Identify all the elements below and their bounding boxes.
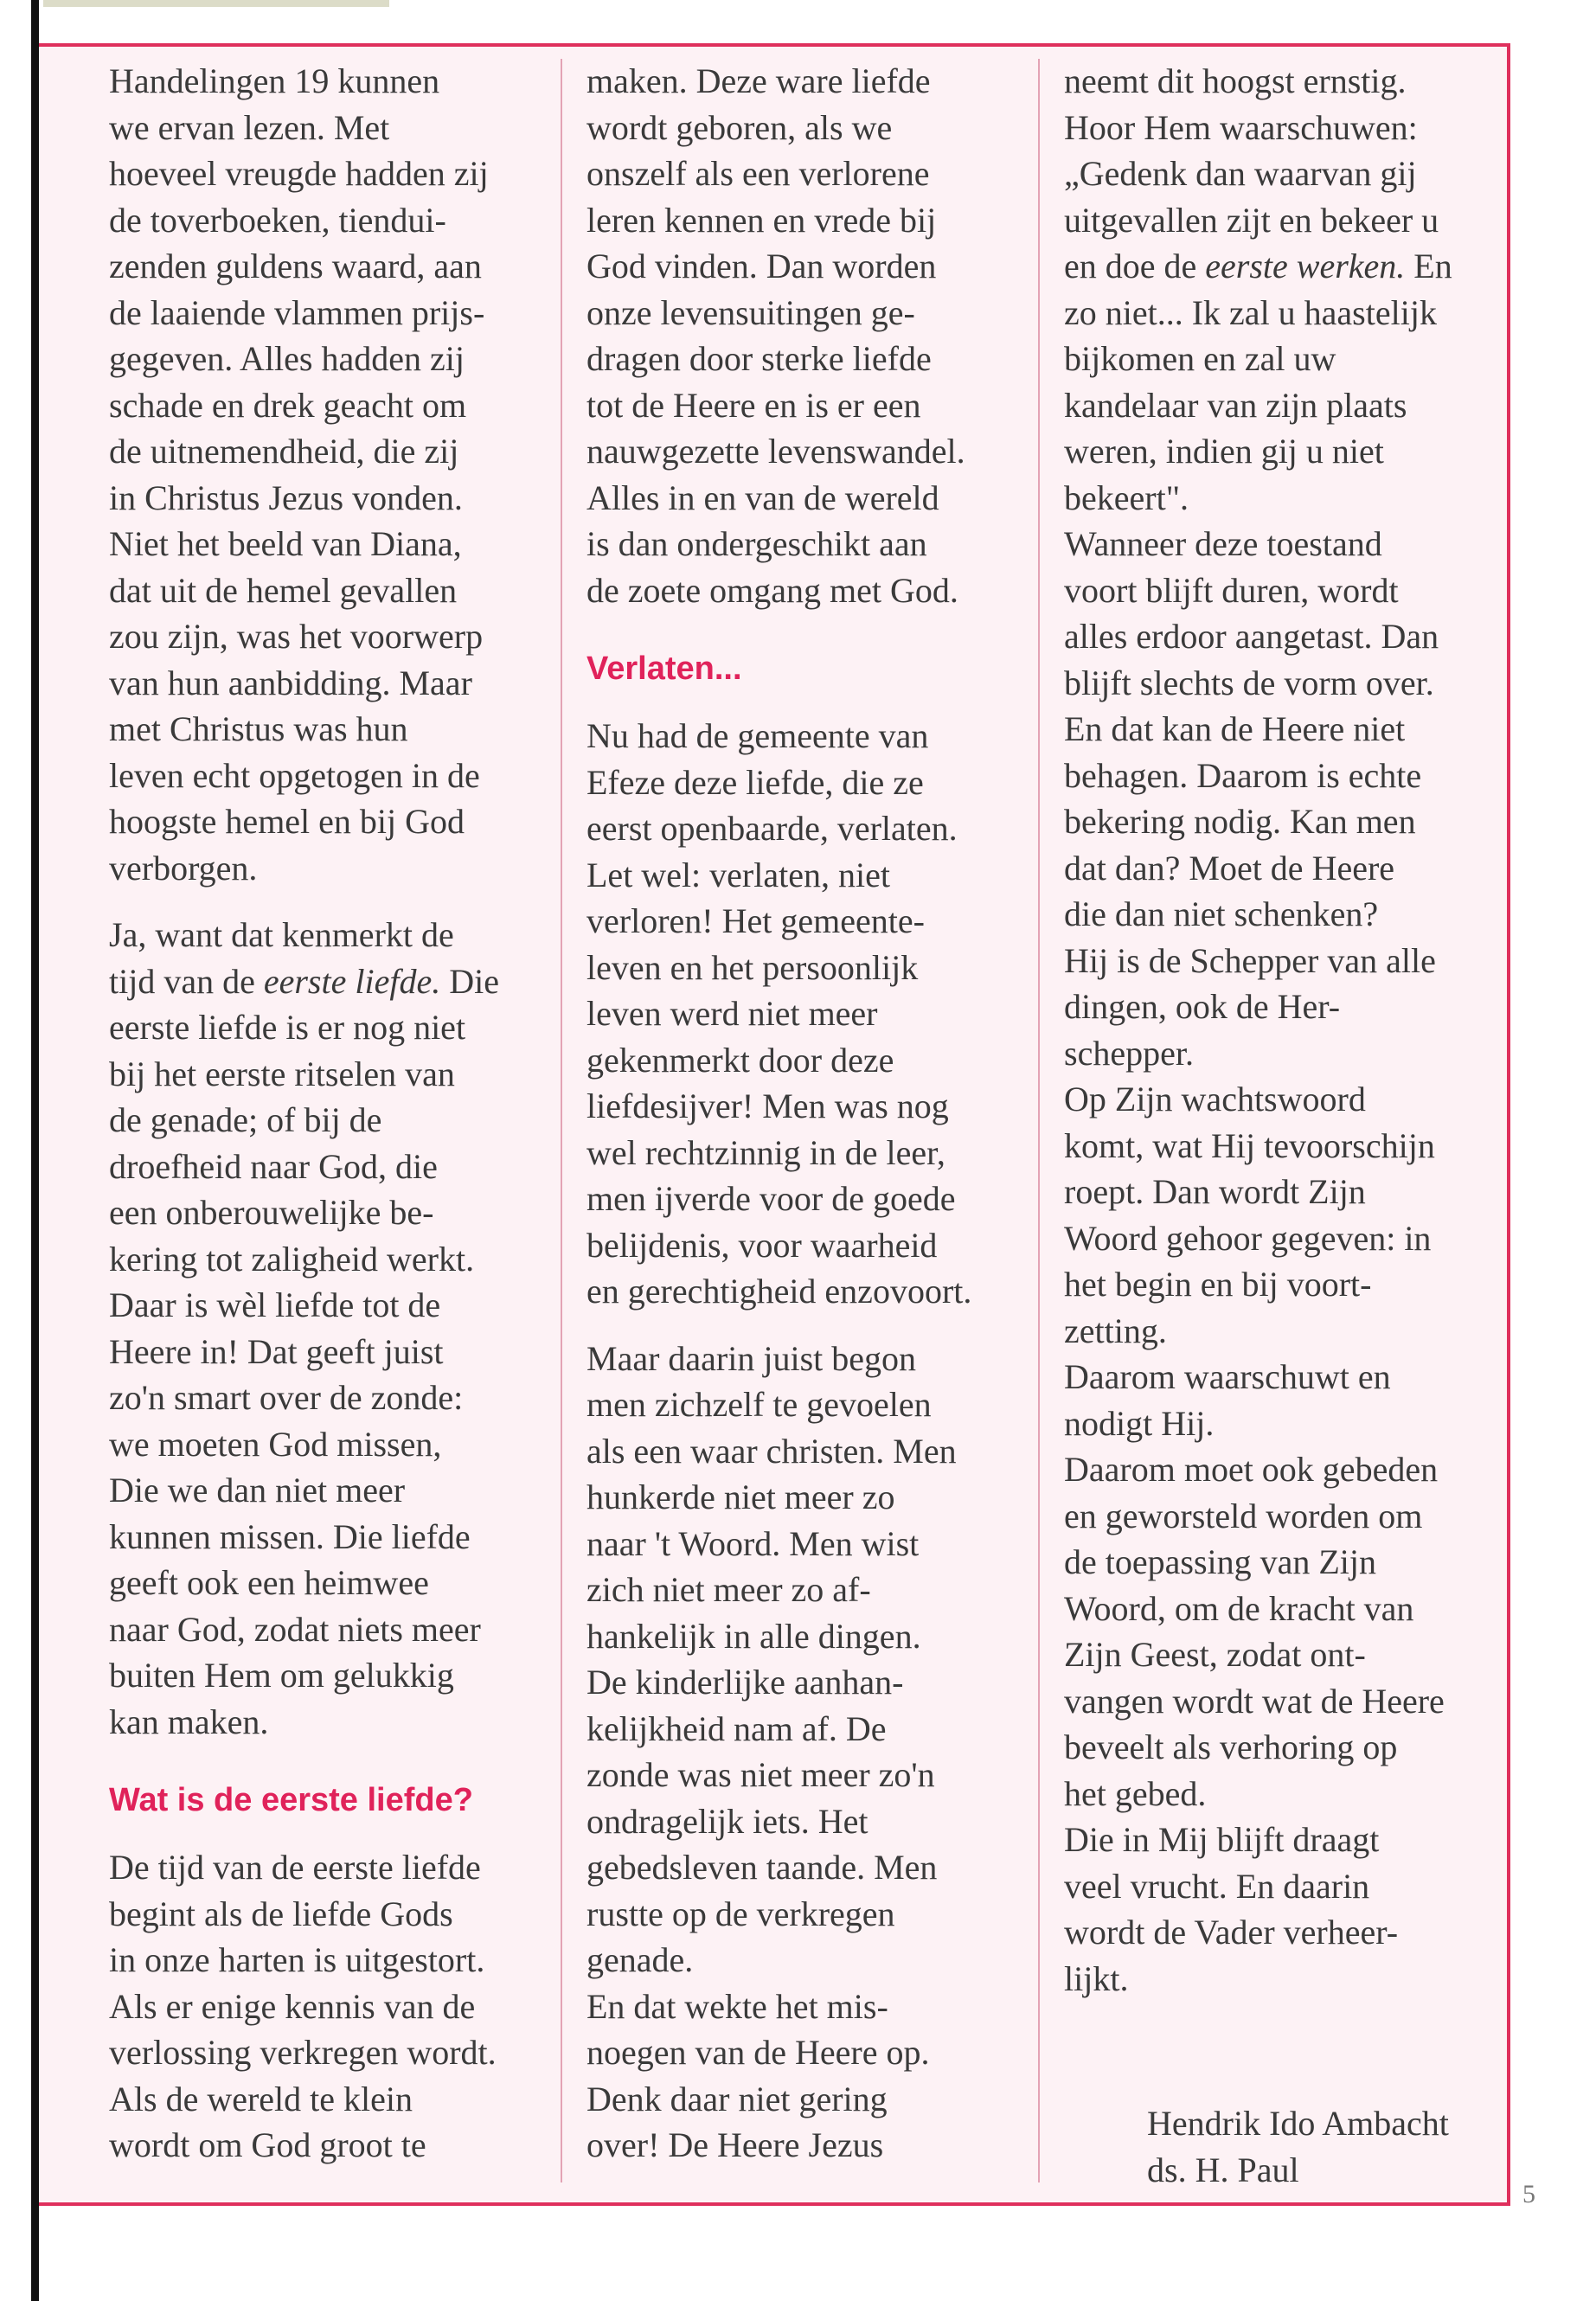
paragraph	[586, 1336, 1026, 2169]
text-line: kunnen missen. Die liefde	[109, 1516, 471, 1556]
text-line: Niet het beeld van Diana,	[109, 524, 462, 563]
text-line: liefdesijver! Men was nog	[586, 1086, 949, 1125]
text-line: Daarom waarschuwt en	[1064, 1357, 1391, 1396]
section-heading: Wat is de eerste liefde?	[109, 1782, 473, 1818]
text-line: alles erdoor aangetast. Dan	[1064, 617, 1439, 656]
text-line: En dat wekte het mis-	[586, 1986, 888, 2026]
text-line: bijkomen en zal uw	[1064, 339, 1336, 378]
text-line: gebedsleven taande. Men	[586, 1848, 938, 1887]
text-line: leven en het persoonlijk	[586, 947, 919, 987]
text-line: hoeveel vreugde hadden zij	[109, 154, 489, 193]
text-line: onze levensuitingen ge-	[586, 292, 915, 332]
text-line: dat uit de hemel gevallen	[109, 570, 458, 610]
text-line: men zichzelf te gevoelen	[586, 1385, 932, 1424]
text-line: bekeert".	[1064, 478, 1189, 517]
text-line: Denk daar niet gering	[586, 2079, 888, 2118]
text-line: droefheid naar God, die	[109, 1146, 438, 1186]
text-span: en doe de	[1064, 247, 1206, 285]
text-line: het gebed.	[1064, 1773, 1207, 1813]
paragraph	[109, 912, 559, 1745]
text-line: kelijkheid nam af. De	[586, 1708, 887, 1748]
text-line: Let wel: verlaten, niet	[586, 855, 890, 894]
text-line: Ja, want dat kenmerkt de	[109, 915, 454, 954]
section-heading: Verlaten...	[586, 651, 742, 687]
top-edge-mark	[43, 0, 389, 7]
text-line: de uitnemendheid, die zij	[109, 432, 459, 471]
text-line: wordt de Vader verheer-	[1064, 1913, 1399, 1952]
text-line: hoogste hemel en bij God	[109, 802, 465, 841]
text-line: Hij is de Schepper van alle	[1064, 940, 1436, 980]
text-line: bekering nodig. Kan men	[1064, 802, 1416, 841]
text-line: Op Zijn wachtswoord	[1064, 1080, 1366, 1118]
text-line: veel vrucht. En daarin	[1064, 1866, 1370, 1906]
text-line: we ervan lezen. Met	[109, 107, 390, 147]
text-line: Die we dan niet meer	[109, 1471, 406, 1509]
column-1	[109, 58, 559, 2208]
text-line: geeft ook een heimwee	[109, 1563, 429, 1602]
text-line: kan maken.	[109, 1702, 269, 1741]
text-line: leren kennen en vrede bij	[586, 200, 937, 240]
text-line: begint als de liefde Gods	[109, 1894, 453, 1933]
text-line: dragen door sterke liefde	[586, 339, 932, 378]
text-line: wordt geboren, als we	[586, 107, 893, 147]
text-line: hunkerde niet meer zo	[586, 1477, 895, 1516]
paragraph	[109, 1844, 559, 2169]
text-line: zonde was niet meer zo'n	[586, 1755, 935, 1794]
text-line: weren, indien gij u niet	[1064, 432, 1384, 471]
text-line: nodigt Hij.	[1064, 1403, 1215, 1443]
text-line: in Christus Jezus vonden.	[109, 478, 463, 517]
text-line: en gerechtigheid enzovoort.	[586, 1272, 972, 1311]
text-line: eerste liefde is er nog niet	[109, 1008, 466, 1047]
text-line: Die in Mij blijft draagt	[1064, 1820, 1380, 1859]
text-line: schepper.	[1064, 1033, 1194, 1073]
text-line: over! De Heere Jezus	[586, 2125, 884, 2164]
text-line: die dan niet schenken?	[1064, 894, 1379, 933]
text-line: schade en drek geacht om	[109, 385, 467, 425]
column-2	[586, 58, 1026, 2208]
signature-place: Hendrik Ido Ambacht	[1147, 2104, 1449, 2143]
signature-author: ds. H. Paul	[1147, 2150, 1299, 2189]
text-line: neemt dit hoogst ernstig.	[1064, 61, 1407, 100]
text-span: Die	[440, 961, 499, 1001]
text-line: Maar daarin juist begon	[586, 1338, 916, 1378]
text-line: „Gedenk dan waarvan gij	[1064, 154, 1417, 193]
text-line: buiten Hem om gelukkig	[109, 1656, 454, 1695]
text-line: vangen wordt wat de Heere	[1064, 1681, 1445, 1721]
text-line: we moeten God missen,	[109, 1424, 442, 1464]
text-line: verloren! Het gemeente-	[586, 901, 925, 940]
text-line: zetting.	[1064, 1311, 1167, 1350]
text-line: Zijn Geest, zodat ont-	[1064, 1635, 1366, 1674]
column-separator	[1038, 59, 1040, 2182]
text-line: kering tot zaligheid werkt.	[109, 1239, 475, 1279]
text-line: tot de Heere en is er een	[586, 385, 921, 425]
text-line: komt, wat Hij tevoorschijn	[1064, 1125, 1435, 1165]
text-line: De tijd van de eerste liefde	[109, 1848, 481, 1887]
text-line: verborgen.	[109, 848, 258, 888]
text-line: genade.	[586, 1940, 694, 1979]
text-line: zou zijn, was het voorwerp	[109, 617, 484, 656]
text-line: Efeze deze liefde, die ze	[586, 762, 924, 802]
text-line	[1064, 243, 1501, 290]
text-line: blijft slechts de vorm over.	[1064, 663, 1434, 702]
text-line: Alles in en van de wereld	[586, 478, 939, 517]
text-line: de laaiende vlammen prijs-	[109, 292, 485, 332]
text-line: naar 't Woord. Men wist	[586, 1523, 920, 1563]
text-line: Als de wereld te klein	[109, 2079, 413, 2118]
text-line: het begin en bij voort-	[1064, 1265, 1372, 1304]
text-line: hankelijk in alle dingen.	[586, 1616, 921, 1656]
text-line: eerst openbaarde, verlaten.	[586, 809, 958, 848]
text-span: tijd van de	[109, 961, 264, 1001]
text-line: lijkt.	[1064, 1958, 1129, 1998]
text-line: de toverboeken, tiendui-	[109, 200, 446, 240]
text-line: maken. Deze ware liefde	[586, 61, 931, 100]
text-line: kandelaar van zijn plaats	[1064, 385, 1407, 425]
text-line: wel rechtzinnig in de leer,	[586, 1132, 945, 1172]
text-line: Daar is wèl liefde tot de	[109, 1285, 441, 1324]
text-line: als een waar christen. Men	[586, 1431, 957, 1471]
page-number: 5	[1522, 2180, 1535, 2208]
text-line: bij het eerste ritselen van	[109, 1054, 455, 1093]
text-line: verlossing verkregen wordt.	[109, 2033, 497, 2072]
text-line: De kinderlijke aanhan-	[586, 1663, 904, 1702]
text-line: roept. Dan wordt Zijn	[1064, 1172, 1366, 1211]
text-line: dat dan? Moet de Heere	[1064, 848, 1395, 888]
text-line: met Christus was hun	[109, 709, 408, 748]
text-line: gekenmerkt door deze	[586, 1040, 894, 1080]
text-line	[109, 958, 559, 1005]
paragraph	[109, 58, 559, 891]
signature-block	[1147, 2100, 1449, 2194]
text-line: naar God, zodat niets meer	[109, 1609, 481, 1649]
text-line: wordt om God groot te	[109, 2125, 426, 2164]
text-line: de zoete omgang met God.	[586, 570, 958, 610]
text-line: gegeven. Alles hadden zij	[109, 339, 465, 378]
text-line: in onze harten is uitgestort.	[109, 1940, 485, 1979]
text-line: zich niet meer zo af-	[586, 1570, 871, 1609]
text-line: leven werd niet meer	[586, 994, 878, 1033]
text-line: is dan ondergeschikt aan	[586, 524, 927, 563]
text-line: Wanneer deze toestand	[1064, 524, 1382, 563]
text-line: zo niet... Ik zal u haastelijk	[1064, 292, 1437, 332]
text-line: Handelingen 19 kunnen	[109, 61, 440, 100]
paragraph	[586, 713, 1026, 1315]
text-line: belijdenis, voor waarheid	[586, 1225, 938, 1265]
text-line: en geworsteld worden om	[1064, 1496, 1423, 1535]
text-line: uitgevallen zijt en bekeer u	[1064, 200, 1439, 240]
text-line: onszelf als een verlorene	[586, 154, 930, 193]
paragraph	[1064, 58, 1501, 2002]
text-line: beveelt als verhoring op	[1064, 1727, 1398, 1766]
text-line: ondragelijk iets. Het	[586, 1801, 869, 1841]
text-line: een onberouwelijke be-	[109, 1193, 434, 1232]
text-line: Daarom moet ook gebeden	[1064, 1450, 1439, 1489]
column-separator	[561, 59, 562, 2182]
text-line: men ijverde voor de goede	[586, 1179, 956, 1218]
text-line: nauwgezette levenswandel.	[586, 432, 965, 471]
text-line: En dat kan de Heere niet	[1064, 709, 1406, 748]
text-line: leven echt opgetogen in de	[109, 755, 480, 795]
text-line: voort blijft duren, wordt	[1064, 570, 1399, 610]
text-line: zenden guldens waard, aan	[109, 247, 482, 285]
text-line: de genade; of bij de	[109, 1100, 382, 1139]
text-line: Hoor Hem waarschuwen:	[1064, 107, 1418, 147]
column-3	[1064, 58, 1501, 2208]
text-line: Woord gehoor gegeven: in	[1064, 1218, 1432, 1258]
text-line: behagen. Daarom is echte	[1064, 755, 1422, 795]
text-line: God vinden. Dan worden	[586, 247, 937, 285]
text-line: zo'n smart over de zonde:	[109, 1378, 464, 1417]
text-line: van hun aanbidding. Maar	[109, 663, 472, 702]
paragraph	[586, 58, 1026, 613]
text-line: dingen, ook de Her-	[1064, 987, 1341, 1026]
emphasis-text: eerste liefde.	[263, 961, 441, 1001]
text-line: noegen van de Heere op.	[586, 2033, 930, 2072]
text-span: En	[1405, 247, 1452, 285]
emphasis-text: eerste werken.	[1205, 247, 1406, 285]
text-line: rustte op de verkregen	[586, 1894, 895, 1933]
text-line: Nu had de gemeente van	[586, 716, 929, 755]
left-margin-rule	[31, 0, 39, 2301]
text-line: Als er enige kennis van de	[109, 1986, 476, 2026]
text-line: de toepassing van Zijn	[1064, 1542, 1377, 1581]
text-line: Woord, om de kracht van	[1064, 1588, 1414, 1628]
text-line: Heere in! Dat geeft juist	[109, 1331, 444, 1371]
